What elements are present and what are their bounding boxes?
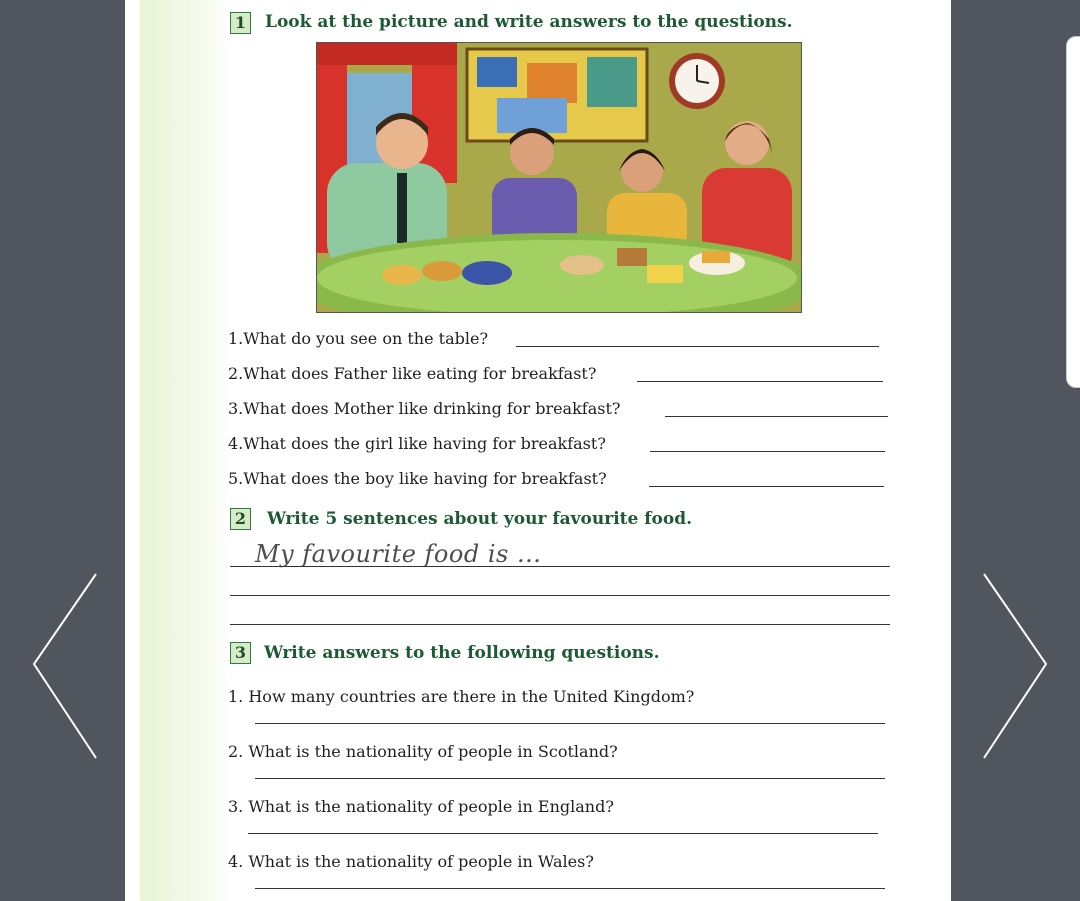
answer-line-1-1[interactable]: [516, 346, 879, 347]
exercise-3-question-1: 1. How many countries are there in the United Kingdom?: [228, 687, 695, 706]
answer-line-1-3[interactable]: [665, 416, 888, 417]
textbook-page: [125, 0, 951, 901]
writing-line-2-1[interactable]: [230, 566, 890, 567]
writing-line-2-3[interactable]: [230, 624, 890, 625]
answer-line-1-2[interactable]: [637, 381, 883, 382]
exercise-1-question-4: 4.What does the girl like having for breakfast?: [228, 434, 606, 453]
answer-line-3-1[interactable]: [255, 723, 885, 724]
answer-line-1-4[interactable]: [650, 451, 885, 452]
exercise-1-title: Look at the picture and write answers to the questions.: [265, 12, 793, 32]
answer-line-3-3[interactable]: [248, 833, 878, 834]
exercise-1-question-3: 3.What does Mother like drinking for breakfast?: [228, 399, 621, 418]
writing-line-2-2[interactable]: [230, 595, 890, 596]
handwritten-answer: My favourite food is ...: [255, 540, 542, 568]
exercise-1-question-5: 5.What does the boy like having for breakfast?: [228, 469, 607, 488]
exercise-3-question-2: 2. What is the nationality of people in Scotland?: [228, 742, 618, 761]
answer-line-3-2[interactable]: [255, 778, 885, 779]
exercise-3-question-3: 3. What is the nationality of people in England?: [228, 797, 614, 816]
exercise-3-number: 3: [230, 642, 251, 664]
previous-page-button[interactable]: [30, 572, 100, 762]
page-margin-band: [140, 0, 230, 901]
exercise-2-number: 2: [230, 508, 251, 530]
breakfast-family-illustration: [316, 42, 802, 313]
answer-line-1-5[interactable]: [649, 486, 884, 487]
exercise-2-title: Write 5 sentences about your favourite food.: [267, 509, 693, 529]
exercise-1-question-1: 1.What do you see on the table?: [228, 329, 489, 348]
answer-line-3-4[interactable]: [255, 888, 885, 889]
exercise-3-question-4: 4. What is the nationality of people in Wales?: [228, 852, 594, 871]
chevron-right-icon: [980, 572, 1050, 762]
chevron-left-icon: [30, 572, 100, 762]
scrollbar-handle[interactable]: [1066, 36, 1080, 388]
exercise-1-question-2: 2.What does Father like eating for breakfast?: [228, 364, 597, 383]
breakfast-scene-svg: [317, 43, 801, 312]
exercise-3-title: Write answers to the following questions.: [264, 643, 660, 663]
next-page-button[interactable]: [980, 572, 1050, 762]
exercise-1-number: 1: [230, 12, 251, 34]
